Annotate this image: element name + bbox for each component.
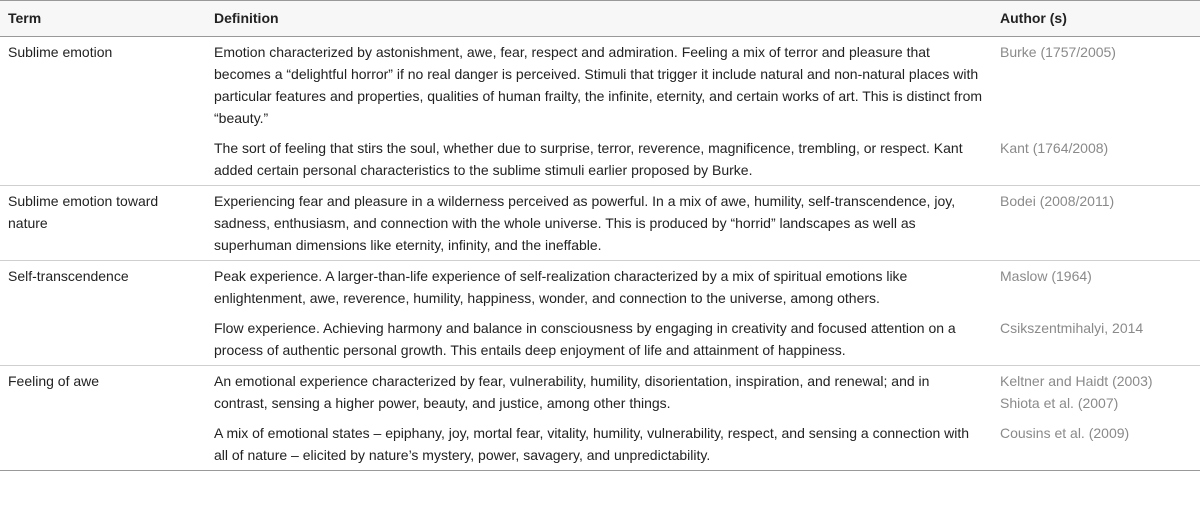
author-cell: Bodei (2008/2011) <box>992 186 1200 261</box>
term-cell <box>0 418 206 471</box>
author-cell <box>992 366 1200 419</box>
table-body <box>0 37 1200 471</box>
term-cell: Feeling of awe <box>0 366 206 419</box>
header-row <box>0 1 1200 37</box>
author-cell: Kant (1764/2008) <box>1000 140 1109 156</box>
table-row <box>0 313 1200 366</box>
author-cell: Cousins et al. (2009) <box>992 418 1200 471</box>
definition-cell: Flow experience. Achieving harmony and balance in consciousness by engaging in creativity and focused attention on a process of authentic personal growth. This entails deep enjoyment of life and attainment of happiness. <box>214 320 956 358</box>
definition-cell: Experiencing fear and pleasure in a wilderness perceived as powerful. In a mix of awe, humility, self-transcendence, joy, sadness, enthusiasm, and connection with the whole universe. This is produced by “horrid” landscapes as well as superhuman dimensions like eternity, infinity, and the ineffable. <box>206 186 992 261</box>
definition-cell: The sort of feeling that stirs the soul, whether due to surprise, terror, reverence, magnificence, trembling, or respect. Kant added certain personal characteristics to the sublime stimuli earlier proposed by Burke. <box>214 140 963 178</box>
table-row <box>0 186 1200 261</box>
table-row <box>0 133 1200 186</box>
term-cell: Self-transcendence <box>0 261 206 314</box>
term-cell <box>0 313 206 366</box>
header-authors: Author (s) <box>992 1 1200 37</box>
header-term: Term <box>0 1 206 37</box>
term-cell: Sublime emotion toward nature <box>0 186 206 261</box>
table-header <box>0 1 1200 37</box>
author-cell: Maslow (1964) <box>992 261 1200 314</box>
header-definition: Definition <box>206 1 992 37</box>
definition-cell: An emotional experience characterized by fear, vulnerability, humility, disorientation, inspiration, and renewal; and in contrast, sensing a higher power, beauty, and justice, among other things. <box>206 366 992 419</box>
table-row <box>0 418 1200 471</box>
definition-cell: Emotion characterized by astonishment, awe, fear, respect and admiration. Feeling a mix of terror and pleasure that becomes a “delightful horror” if no real danger is perceived. Stimuli that trigger it include natural and non-natural places with particular features and properties, qualities of human frailty, the infinite, eternity, and certain works of art. This is distinct from “beauty.” <box>206 37 992 134</box>
definition-cell: Peak experience. A larger-than-life experience of self-realization characterized by a mix of spiritual emotions like enlightenment, awe, reverence, humility, happiness, wonder, and connection to the universe, among others. <box>206 261 992 314</box>
table-row <box>0 37 1200 134</box>
table-row <box>0 261 1200 314</box>
table-row <box>0 366 1200 419</box>
definition-cell: A mix of emotional states – epiphany, joy, mortal fear, vitality, humility, vulnerability, respect, and sensing a connection with all of nature – elicited by nature’s mystery, power, savagery, and unpredictability. <box>206 418 992 471</box>
term-cell: Sublime emotion <box>0 37 206 134</box>
term-cell <box>0 133 206 186</box>
author-line: Keltner and Haidt (2003) <box>1000 373 1153 389</box>
author-cell: Burke (1757/2005) <box>992 37 1200 134</box>
author-line: Shiota et al. (2007) <box>1000 395 1119 411</box>
author-cell: Csikszentmihalyi, 2014 <box>1000 320 1144 336</box>
